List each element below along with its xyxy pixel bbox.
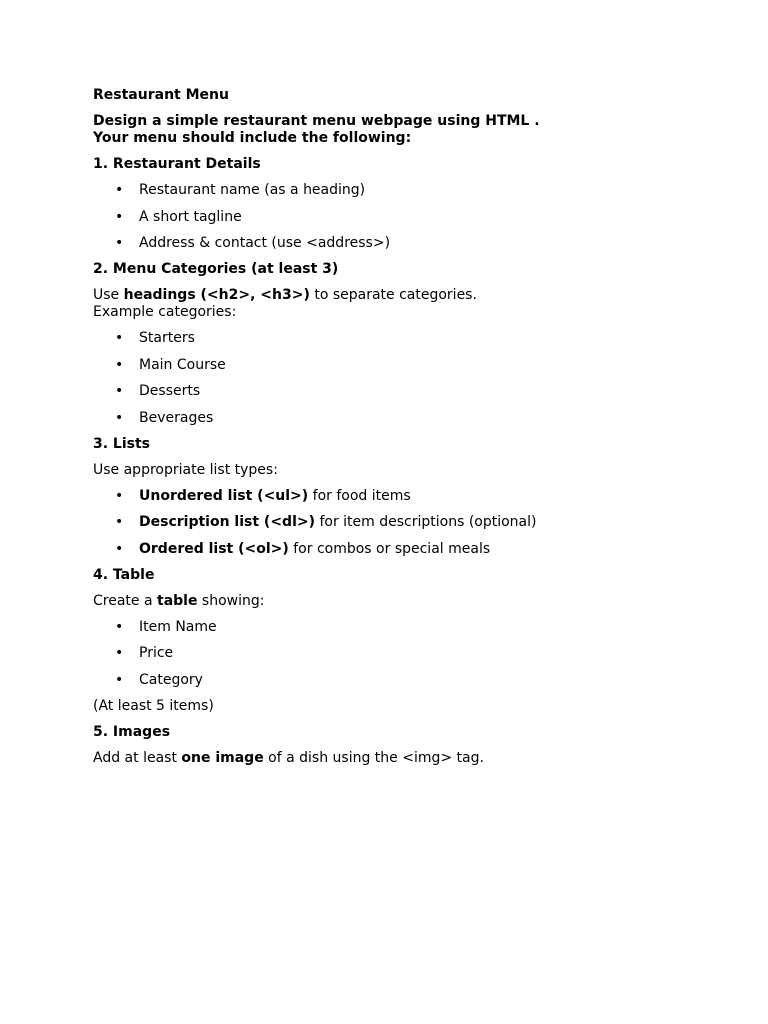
bullet-icon: •	[115, 671, 124, 688]
bullet-icon: •	[115, 487, 124, 504]
bullet-icon: •	[115, 330, 124, 346]
section-heading-images: 5. Images	[93, 723, 171, 740]
bullet-icon: •	[115, 356, 124, 373]
table-note: (At least 5 items)	[93, 697, 214, 714]
list-item: • Address & contact (use <address>)	[115, 235, 391, 251]
list-types-list	[93, 488, 713, 558]
list-item: • Main Course	[115, 356, 226, 373]
categories-list	[93, 330, 713, 427]
list-item: • Ordered list (<ol>) for combos or special meals	[115, 540, 491, 557]
intro-text	[93, 113, 713, 147]
lists-paragraph: Use appropriate list types:	[93, 461, 278, 478]
document-title: Restaurant Menu	[93, 87, 229, 103]
intro-line-1: Design a simple restaurant menu webpage using HTML .	[93, 113, 540, 129]
bullet-icon: •	[115, 208, 124, 225]
bullet-icon: •	[115, 645, 124, 661]
list-item: • A short tagline	[115, 208, 242, 225]
bullet-icon: •	[115, 618, 124, 635]
bullet-icon: •	[115, 409, 124, 426]
list-item: • Item Name	[115, 618, 217, 635]
list-item: • Price	[115, 645, 174, 661]
list-item: • Desserts	[115, 383, 201, 399]
list-item: • Unordered list (<ul>) for food items	[115, 487, 411, 504]
bullet-icon: •	[115, 182, 124, 198]
table-paragraph: Create a table showing:	[93, 592, 265, 609]
bullet-icon: •	[115, 383, 124, 399]
details-list	[93, 182, 713, 252]
section-heading-details: 1. Restaurant Details	[93, 156, 261, 172]
categories-paragraph: Use headings (<h2>, <h3>) to separate categories. Example categories:	[93, 287, 477, 320]
bullet-icon: •	[115, 540, 124, 557]
section-heading-table: 4. Table	[93, 566, 155, 583]
document-content	[93, 87, 713, 776]
section-heading-lists: 3. Lists	[93, 435, 151, 452]
section-heading-categories: 2. Menu Categories (at least 3)	[93, 261, 339, 277]
bullet-icon: •	[115, 514, 124, 530]
list-item: • Category	[115, 671, 203, 688]
table-columns-list	[93, 619, 713, 689]
list-item: • Restaurant name (as a heading)	[115, 182, 366, 198]
images-paragraph: Add at least one image of a dish using the <img> tag.	[93, 749, 484, 766]
bullet-icon: •	[115, 235, 124, 251]
list-item: • Beverages	[115, 409, 214, 426]
list-item: • Description list (<dl>) for item descriptions (optional)	[115, 514, 537, 530]
list-item: • Starters	[115, 330, 195, 346]
intro-line-2: Your menu should include the following:	[93, 130, 412, 146]
